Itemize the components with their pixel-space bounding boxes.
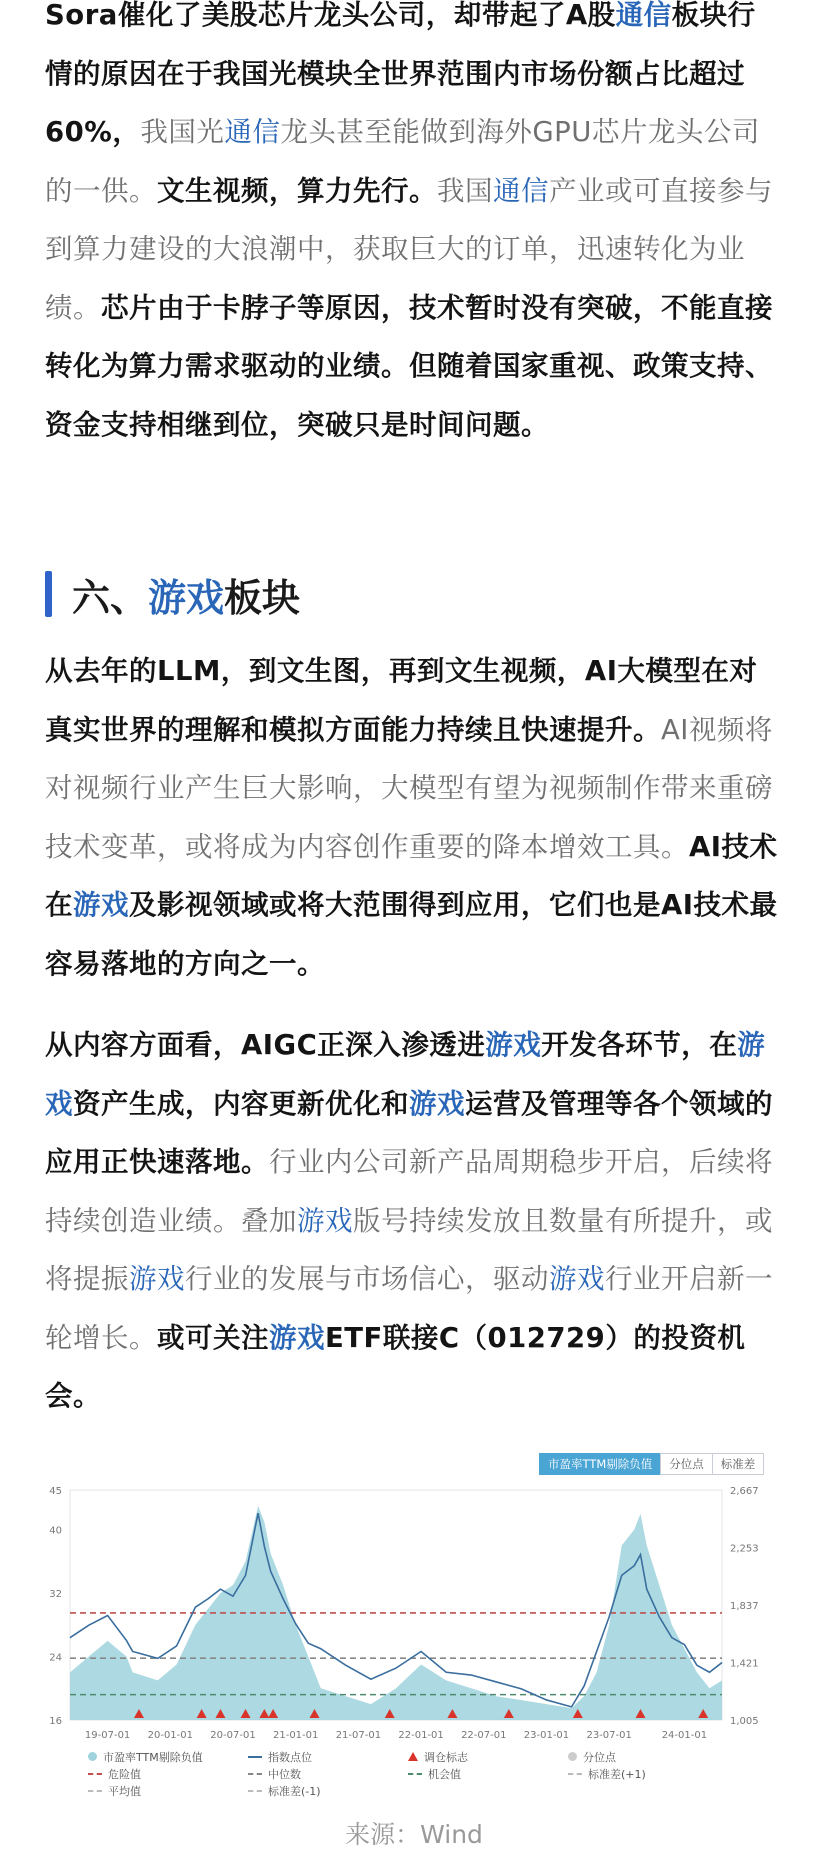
link-youxi[interactable]: 游戏 bbox=[73, 889, 129, 921]
x-tick-label: 20-01-01 bbox=[147, 1730, 194, 1741]
legend-dot-icon bbox=[568, 1752, 577, 1761]
legend-line-icon bbox=[248, 1756, 262, 1758]
x-tick-label: 22-07-01 bbox=[461, 1730, 507, 1741]
y-right-tick-label: 1,421 bbox=[730, 1658, 759, 1670]
link-youxi[interactable]: 游戏 bbox=[297, 1204, 353, 1237]
text-normal: 行业的发展与市场信心，驱动 bbox=[185, 1263, 549, 1295]
x-tick-label: 21-07-01 bbox=[335, 1730, 382, 1741]
link-youxi[interactable]: 游戏 bbox=[485, 1029, 542, 1061]
text-bold: AI技术在 bbox=[45, 830, 778, 921]
text-bold: 资产生成，内容更新优化和 bbox=[73, 1087, 409, 1120]
text-bold: 运营及管理等各个领域的应用正快速落地。 bbox=[45, 1087, 773, 1178]
legend-opportunity[interactable]: 机会值 bbox=[408, 1766, 568, 1782]
legend-percentile[interactable]: 分位点 bbox=[568, 1749, 728, 1765]
x-tick-label: 22-01-01 bbox=[398, 1730, 444, 1741]
text-normal: 产业或可直接参与到算力建设的大浪潮中，获取巨大的订单，迅速转化为业绩。 bbox=[45, 174, 773, 324]
y-left-tick-label: 24 bbox=[49, 1652, 62, 1664]
legend-median[interactable]: 中位数 bbox=[248, 1766, 408, 1782]
text-bold: Sora催化了美股芯片龙头公司，却带起了A股 bbox=[45, 0, 616, 31]
legend-dash-icon bbox=[88, 1773, 102, 1775]
text-bold: 从内容方面看，AIGC正深入渗透进 bbox=[45, 1029, 486, 1061]
x-tick-label: 23-07-01 bbox=[586, 1730, 632, 1741]
link-youxi[interactable]: 游戏 bbox=[409, 1087, 465, 1120]
heading-prefix: 六、 bbox=[72, 575, 149, 620]
x-tick-label: 19-07-01 bbox=[84, 1730, 131, 1741]
y-right-tick-label: 2,667 bbox=[730, 1486, 759, 1497]
legend-average[interactable]: 平均值 bbox=[88, 1783, 248, 1799]
link-youxi[interactable]: 游戏 bbox=[45, 1029, 766, 1120]
heading-suffix: 板块 bbox=[224, 575, 301, 620]
text-bold: 开发各环节，在 bbox=[541, 1029, 738, 1061]
legend-dash-icon bbox=[88, 1790, 102, 1792]
heading-accent-bar bbox=[45, 571, 52, 617]
text-normal: 龙头甚至能做到海外GPU芯片龙头公司的一供。 bbox=[45, 116, 760, 207]
text-normal: 我国光 bbox=[140, 116, 225, 148]
text-bold: 文生视频，算力先行。 bbox=[157, 174, 437, 207]
source-caption: 来源：Wind bbox=[345, 1820, 483, 1849]
legend-danger[interactable]: 危险值 bbox=[88, 1766, 248, 1782]
x-tick-label: 21-01-01 bbox=[272, 1730, 319, 1741]
text-normal: AI视频将对视频行业产生巨大影响，大模型有望为视频制作带来重磅技术变革，或将成为内容创作重要的降本增效工具。 bbox=[45, 713, 773, 863]
text-bold: 板块行情的原因在于我国光模块全世界范围内市场份额占比超过60%， bbox=[45, 0, 756, 148]
text-normal: 我国 bbox=[437, 174, 493, 207]
text-normal: 版号持续发放且数量有所提升，或将提振 bbox=[45, 1204, 773, 1295]
legend-index[interactable]: 指数点位 bbox=[248, 1749, 408, 1765]
link-tongxin[interactable]: 通信 bbox=[493, 174, 549, 207]
link-youxi-etf[interactable]: 游戏 bbox=[269, 1321, 325, 1354]
chart-tab-bar bbox=[540, 1453, 764, 1475]
y-left-tick-label: 32 bbox=[49, 1589, 62, 1601]
text-bold: ETF联接C（012729）的投资机会。 bbox=[45, 1321, 746, 1412]
link-youxi[interactable]: 游戏 bbox=[549, 1263, 605, 1295]
y-right-tick-label: 2,253 bbox=[730, 1543, 759, 1555]
link-youxi[interactable]: 游戏 bbox=[129, 1263, 185, 1295]
legend-dash-icon bbox=[248, 1790, 262, 1792]
paragraph-communication bbox=[45, 0, 780, 454]
text-normal: 行业内公司新产品周期稳步开启，后续将持续创造业绩。叠加 bbox=[45, 1146, 773, 1237]
text-bold: 及影视领域或将大范围得到应用，它们也是AI技术最容易落地的方向之一。 bbox=[45, 889, 778, 980]
section-heading bbox=[45, 568, 300, 620]
x-tick-label: 20-07-01 bbox=[210, 1730, 256, 1741]
legend-dot-icon bbox=[88, 1752, 97, 1761]
y-right-tick-label: 1,837 bbox=[730, 1600, 759, 1612]
legend-dash-icon bbox=[408, 1773, 422, 1775]
text-bold: 芯片由于卡脖子等原因，技术暂时没有突破，不能直接转化为算力需求驱动的业绩。但随着国家重视、政策支持、资金支持相继到位，突破只是时间问题。 bbox=[45, 291, 773, 441]
legend-pe[interactable]: 市盈率TTM剔除负值 bbox=[88, 1749, 248, 1765]
paragraph-ai-video bbox=[45, 642, 780, 993]
y-left-tick-label: 40 bbox=[49, 1525, 62, 1537]
tab-std-dev[interactable]: 标准差 bbox=[712, 1453, 765, 1475]
legend-dash-icon bbox=[568, 1773, 582, 1775]
legend-triangle-icon bbox=[408, 1752, 418, 1761]
chart-plot bbox=[40, 1480, 790, 1770]
link-tongxin[interactable]: 通信 bbox=[615, 0, 672, 31]
y-right-tick-label: 1,005 bbox=[730, 1716, 759, 1727]
legend-rebalance[interactable]: 调仓标志 bbox=[408, 1749, 568, 1765]
paragraph-aigc-games bbox=[45, 1016, 780, 1426]
tab-pe-ttm[interactable]: 市盈率TTM剔除负值 bbox=[539, 1453, 661, 1475]
legend-dash-icon bbox=[248, 1773, 262, 1775]
chart-legend bbox=[88, 1748, 728, 1799]
y-left-tick-label: 45 bbox=[49, 1486, 62, 1497]
text-normal: 行业开启新一轮增长。 bbox=[45, 1263, 773, 1354]
tab-percentile[interactable]: 分位点 bbox=[660, 1453, 713, 1475]
link-tongxin[interactable]: 通信 bbox=[224, 116, 281, 148]
text-bold: 或可关注 bbox=[157, 1321, 269, 1354]
heading-link-youxi[interactable]: 游戏 bbox=[148, 575, 225, 620]
text-bold: 从去年的LLM，到文生图，再到文生视频，AI大模型在对真实世界的理解和模拟方面能力持续且快速提升。 bbox=[45, 655, 758, 746]
x-tick-label: 24-01-01 bbox=[661, 1730, 708, 1741]
x-tick-label: 23-01-01 bbox=[523, 1730, 570, 1741]
y-left-tick-label: 16 bbox=[49, 1716, 62, 1727]
legend-std-plus[interactable]: 标准差(+1) bbox=[568, 1766, 728, 1782]
legend-std-minus[interactable]: 标准差(-1) bbox=[248, 1783, 408, 1799]
